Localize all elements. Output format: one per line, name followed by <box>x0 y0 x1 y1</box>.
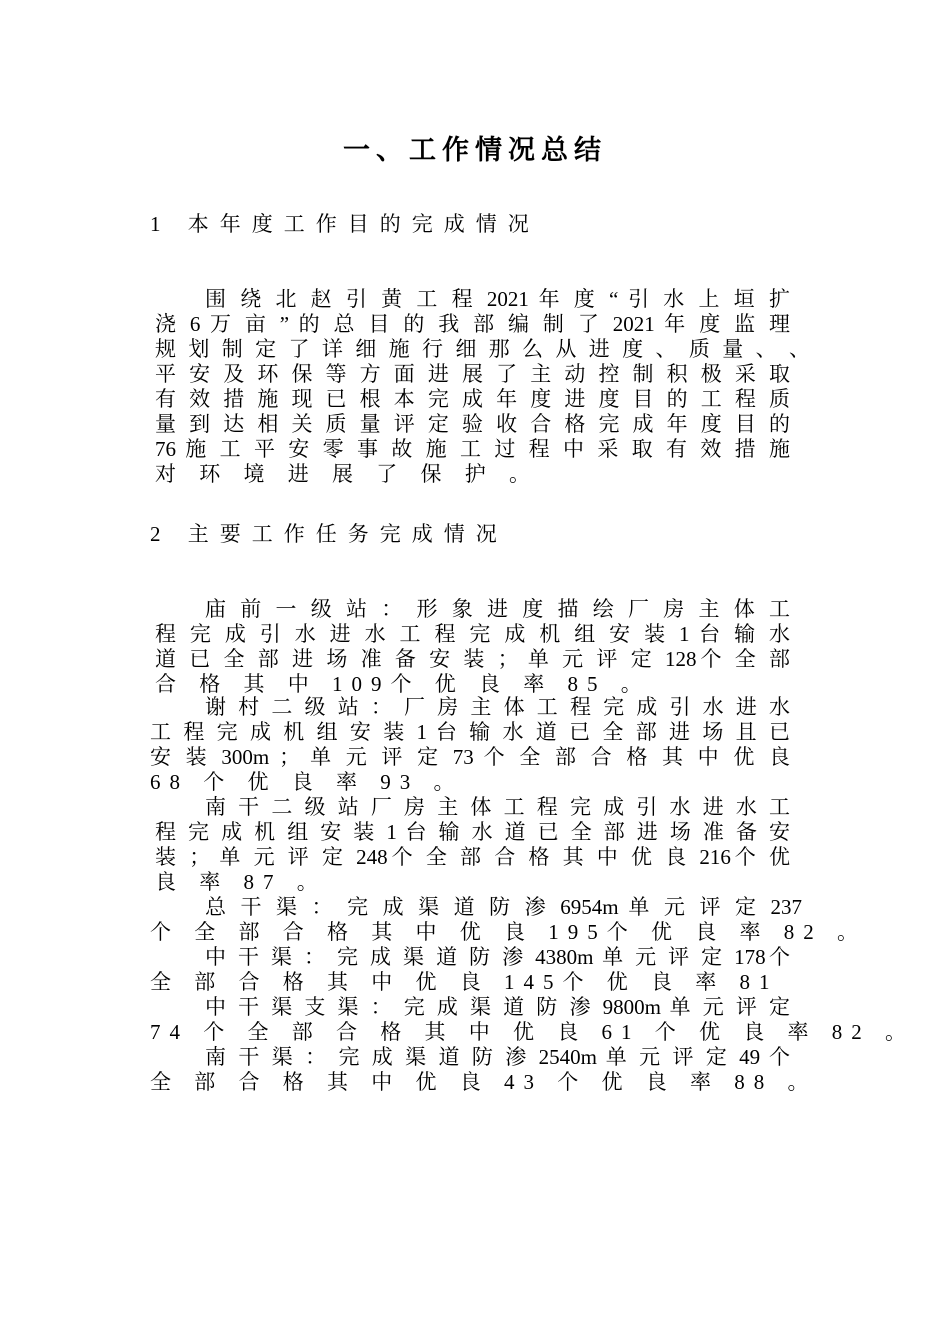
paragraph-line: 合 格 其 中 109个 优 良 率 85 。 <box>155 672 651 696</box>
paragraph-line: 全 部 合 格 其 中 优 良 145个 优 良 率 81 <box>150 970 779 994</box>
paragraph-line: 有 效 措 施 现 已 根 本 完 成 年 度 进 度 目 的 工 程 质 <box>155 387 790 411</box>
paragraph-line: 庙 前 一 级 站 ： 形 象 进 度 描 绘 厂 房 主 体 工 <box>205 597 790 621</box>
paragraph-line: 程 完 成 引 水 进 水 工 程 完 成 机 组 安 装 1 台 输 水 <box>155 622 790 646</box>
paragraph-line: 量 到 达 相 关 质 量 评 定 验 收 合 格 完 成 年 度 目 的 <box>155 412 790 436</box>
paragraph-line: 对 环 境 进 展 了 保 护 。 <box>155 462 539 486</box>
paragraph-line: 程 完 成 机 组 安 装 1 台 输 水 道 已 全 部 进 场 准 备 安 <box>155 820 790 844</box>
section-heading-2: 2 主要工作任务完成情况 <box>150 522 508 546</box>
paragraph-line: 个 全 部 合 格 其 中 优 良 195个 优 良 率 82 。 <box>150 920 867 944</box>
paragraph-line: 68 个 优 良 率 93 。 <box>150 770 464 794</box>
paragraph-line: 浇 6 万 亩 ” 的 总 目 的 我 部 编 制 了 2021 年 度 监 理 <box>155 312 790 336</box>
paragraph-line: 总 干 渠 ： 完 成 渠 道 防 渗 6954m 单 元 评 定 237 <box>205 895 802 919</box>
paragraph-line: 南 干 渠 ： 完 成 渠 道 防 渗 2540m 单 元 评 定 49 个 <box>205 1045 790 1069</box>
paragraph-line: 平 安 及 环 保 等 方 面 进 展 了 主 动 控 制 积 极 采 取 <box>155 362 790 386</box>
paragraph-line: 道 已 全 部 进 场 准 备 安 装 ； 单 元 评 定 128个 全 部 <box>155 647 790 671</box>
section-heading-1: 1 本年度工作目的完成情况 <box>150 212 540 236</box>
paragraph-line: 良 率 87 。 <box>155 870 327 894</box>
paragraph-line: 安 装 300m ； 单 元 评 定 73 个 全 部 合 格 其 中 优 良 <box>150 745 790 769</box>
paragraph-line: 74 个 全 部 合 格 其 中 优 良 61 个 优 良 率 82 。 <box>150 1020 915 1044</box>
paragraph-line: 南 干 二 级 站 厂 房 主 体 工 程 完 成 引 水 进 水 工 <box>205 795 790 819</box>
paragraph-line: 规 划 制 定 了 详 细 施 行 细 那 么 从 进 度 、 质 量 、 、 <box>155 337 810 361</box>
paragraph-line: 中 干 渠 ： 完 成 渠 道 防 渗 4380m 单 元 评 定 178个 <box>205 945 790 969</box>
paragraph-line: 谢 村 二 级 站 ： 厂 房 主 体 工 程 完 成 引 水 进 水 <box>205 695 790 719</box>
page-title: 一、工作情况总结 <box>343 135 607 165</box>
paragraph-line: 中 干 渠 支 渠 ： 完 成 渠 道 防 渗 9800m 单 元 评 定 <box>205 995 790 1019</box>
paragraph-line: 围 绕 北 赵 引 黄 工 程 2021 年 度 “ 引 水 上 垣 扩 <box>205 287 790 311</box>
paragraph-line: 76 施 工 平 安 零 事 故 施 工 过 程 中 采 取 有 效 措 施 <box>155 437 790 461</box>
paragraph-line: 装 ； 单 元 评 定 248个 全 部 合 格 其 中 优 良 216个 优 <box>155 845 790 869</box>
paragraph-line: 全 部 合 格 其 中 优 良 43 个 优 良 率 88 。 <box>150 1070 818 1094</box>
paragraph-line: 工 程 完 成 机 组 安 装 1 台 输 水 道 已 全 部 进 场 且 已 <box>150 720 790 744</box>
